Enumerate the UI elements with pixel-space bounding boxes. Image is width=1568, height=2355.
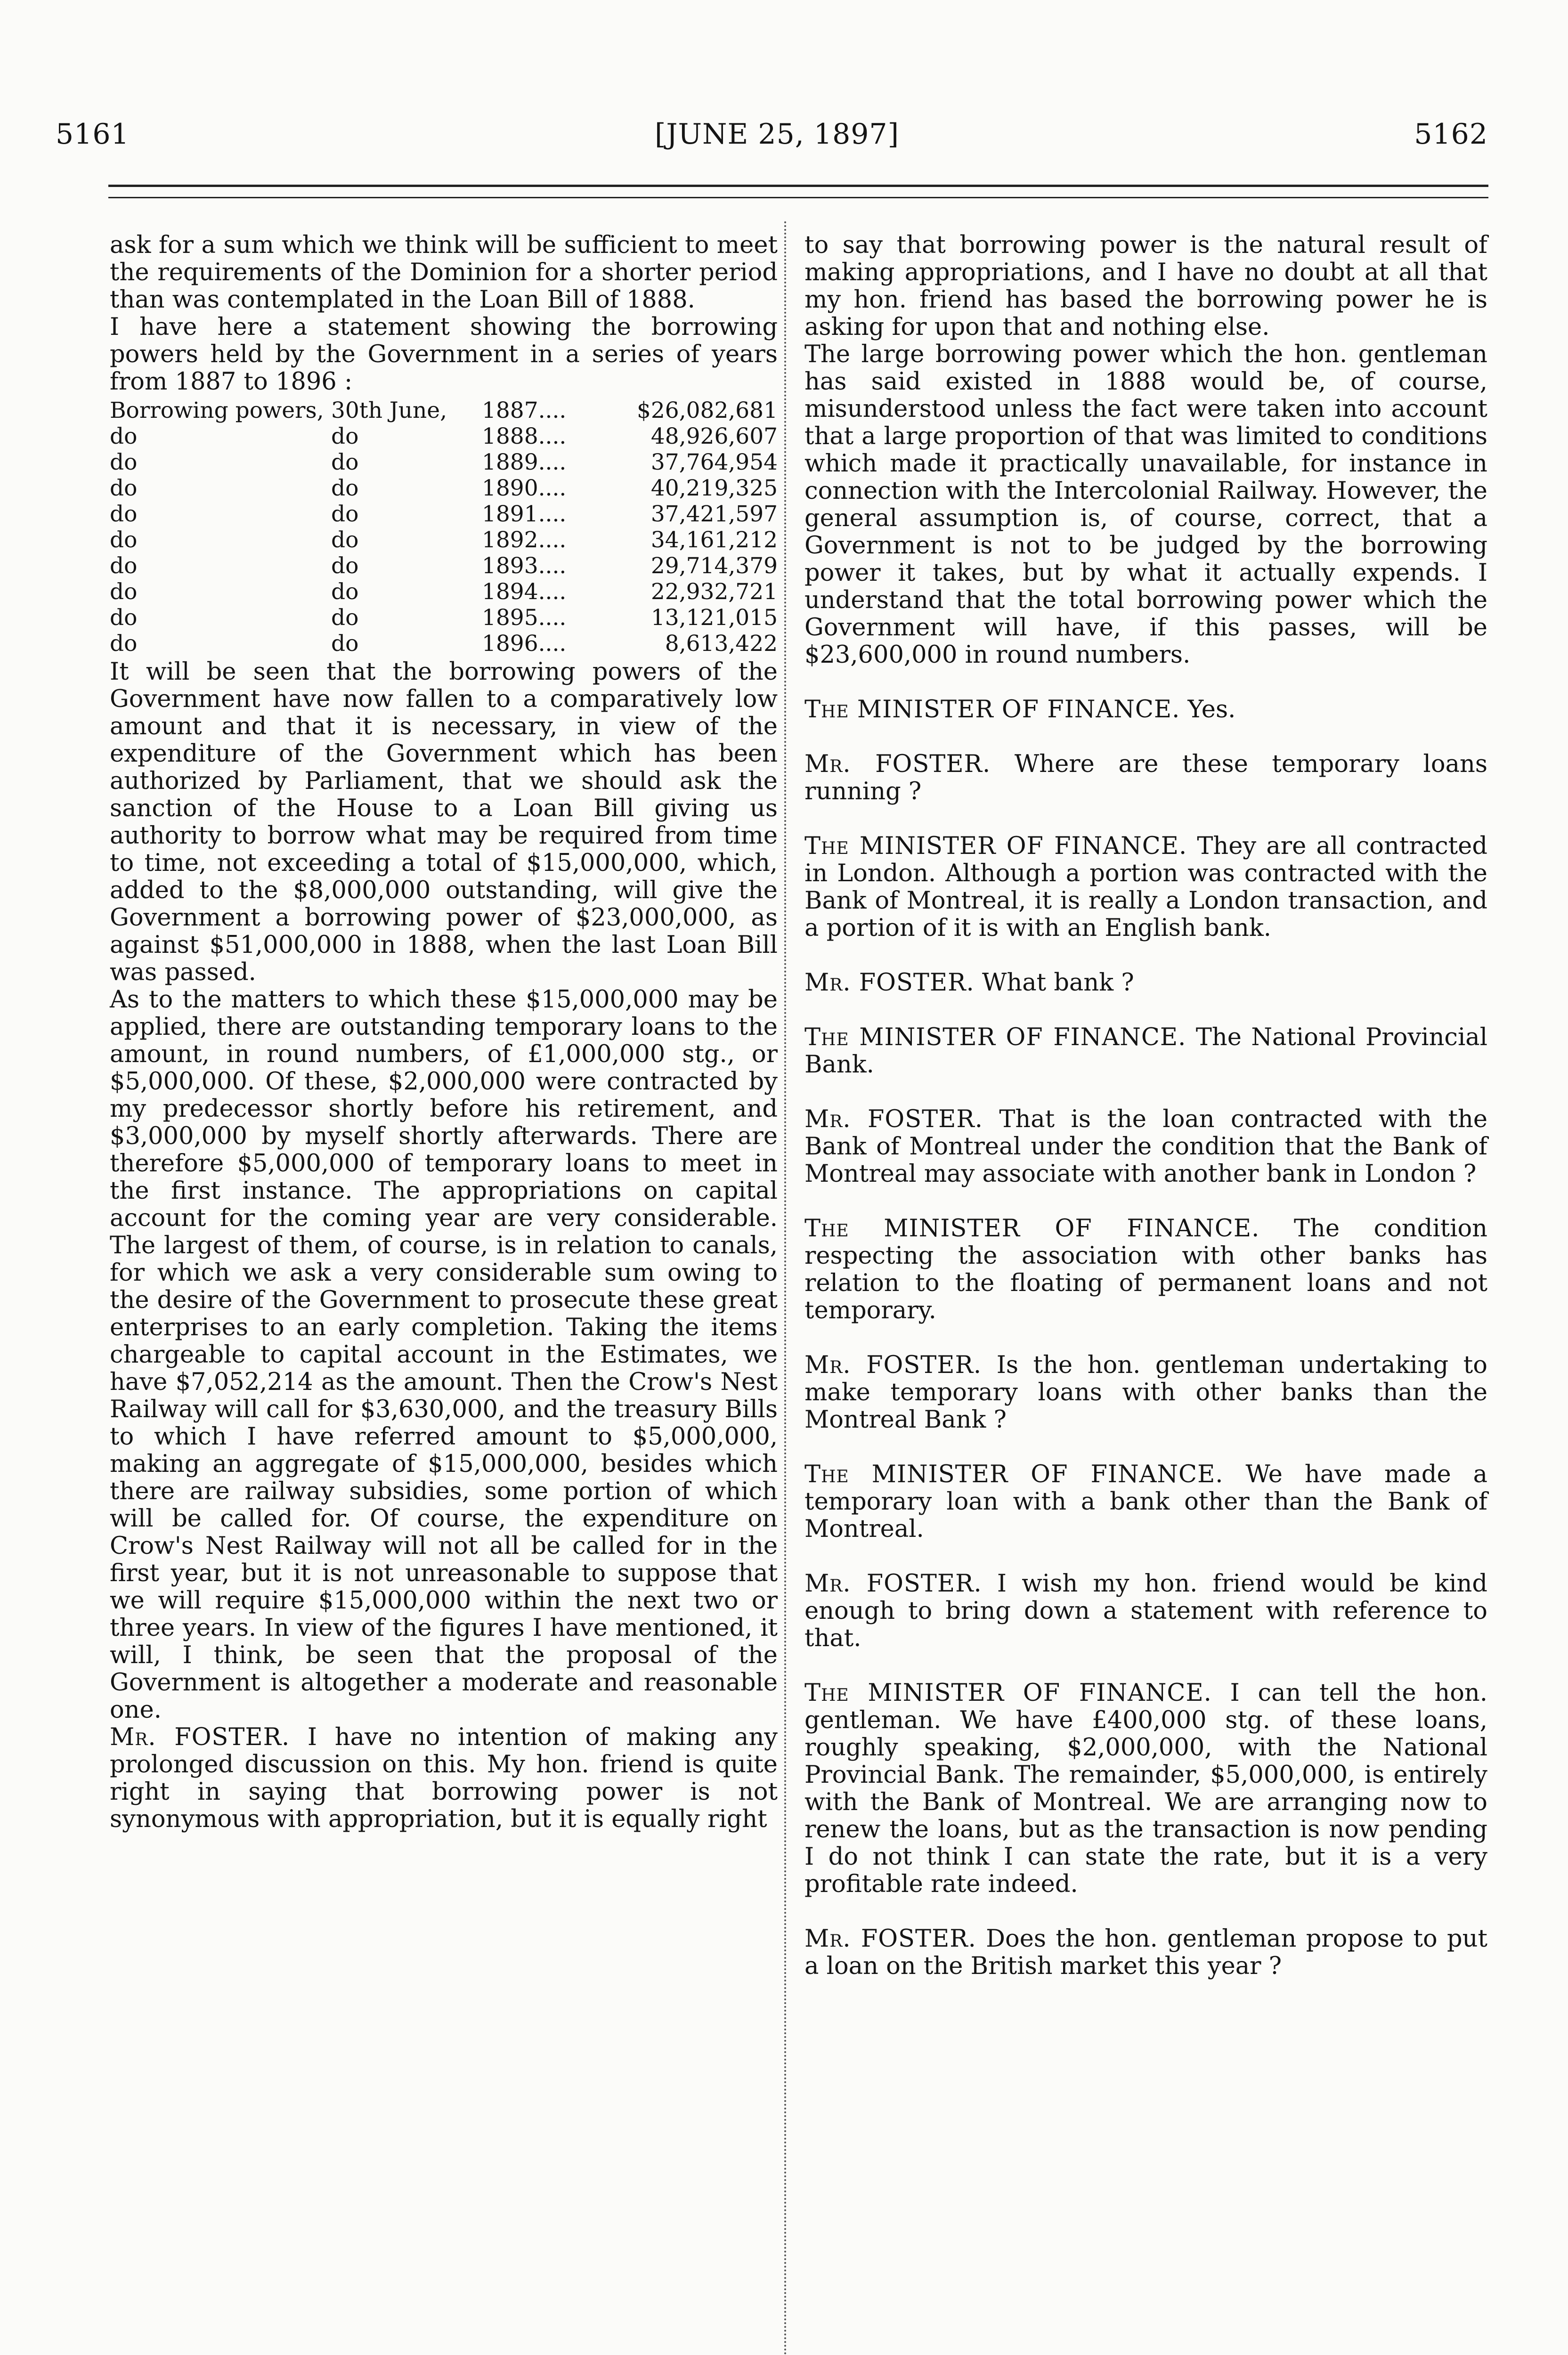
speaker-name: Mr. FOSTER. bbox=[110, 1723, 290, 1751]
row-amount: $26,082,681 bbox=[636, 398, 778, 423]
table-row bbox=[110, 605, 778, 631]
left-paragraph-3: It will be seen that the borrowing powers of the Government have now fallen to a comparatively low amount and that it is necessary, in view of the expenditure of the Government which has been authorized by Parliament, that we should ask the sanction of the House to a Loan Bill giving us authority to borrow what may be required from time to time, not exceeding a total of $15,000,000, which, added to the $8,000,000 outstanding, will give the Government a borrowing power of $23,000,000, as against $51,000,000 in 1888, when the last Loan Bill was passed. bbox=[110, 658, 778, 986]
column-separator bbox=[784, 221, 786, 2355]
speaker-name: The MINISTER OF FINANCE. bbox=[804, 1461, 1224, 1488]
speaker-name: Mr. FOSTER. bbox=[804, 750, 991, 778]
table-row bbox=[110, 449, 778, 475]
page-date: [JUNE 25, 1897] bbox=[655, 118, 899, 151]
header-rule-thin bbox=[108, 197, 1488, 198]
exchange-paragraph bbox=[804, 833, 1487, 942]
speech-text: Does the hon. gentleman propose to put a loan on the British market this year ? bbox=[804, 1925, 1487, 1980]
row-label: do bbox=[110, 527, 138, 553]
row-year: 1888.... bbox=[482, 423, 567, 449]
row-month: do bbox=[331, 553, 359, 579]
row-amount: 48,926,607 bbox=[650, 423, 778, 449]
speaker-name: Mr. FOSTER. bbox=[804, 969, 975, 997]
row-year: 1890.... bbox=[482, 475, 567, 501]
row-year: 1889.... bbox=[482, 449, 567, 475]
speech-text: I wish my hon. friend would be kind enough to bring down a statement with reference to that. bbox=[804, 1570, 1487, 1652]
left-paragraph-4: As to the matters to which these $15,000,000 may be applied, there are outstanding temporary loans to the amount, in round numbers, of £1,000,000 stg., or $5,000,000. Of these, $2,000,000 were contracted by my predecessor shortly before his retirement, and $3,000,000 by myself shortly afterwards. There are therefore $5,000,000 of temporary loans to meet in the first instance. The appropriations on capital account for the coming year are very considerable. The largest of them, of course, is in relation to canals, for which we ask a very considerable sum owing to the desire of the Government to prosecute these great enterprises to an early completion. Taking the items chargeable to capital account in the Estimates, we have $7,052,214 as the amount. Then the Crow's Nest Railway will call for $3,630,000, and the treasury Bills to which I have referred amount to $5,000,000, making an aggregate of $15,000,000, besides which there are railway subsidies, some portion of which will be called for. Of course, the expenditure on Crow's Nest Railway will not all be called for in the first year, but it is not unreasonable to suppose that we will require $15,000,000 within the next two or three years. In view of the figures I have mentioned, it will, I think, be seen that the proposal of the Government is altogether a moderate and reasonable one. bbox=[110, 986, 778, 1724]
speaker-name: The MINISTER OF FINANCE. bbox=[804, 1679, 1212, 1707]
row-amount: 13,121,015 bbox=[650, 605, 778, 631]
exchange-paragraph bbox=[804, 1570, 1487, 1652]
speaker-name: Mr. FOSTER. bbox=[804, 1570, 982, 1598]
exchange-paragraph bbox=[804, 751, 1487, 805]
row-month: 30th June, bbox=[331, 398, 447, 423]
left-paragraph-1: ask for a sum which we think will be sufficient to meet the requirements of the Dominion for a shorter period than was contemplated in the Loan Bill of 1888. bbox=[110, 231, 778, 314]
speaker-name: Mr. FOSTER. bbox=[804, 1105, 983, 1133]
table-row bbox=[110, 527, 778, 553]
row-month: do bbox=[331, 631, 359, 657]
row-amount: 37,421,597 bbox=[650, 501, 778, 527]
speech-text: The National Provincial Bank. bbox=[804, 1023, 1487, 1079]
row-month: do bbox=[331, 605, 359, 631]
speech-text: Where are these temporary loans running ? bbox=[804, 750, 1487, 805]
page-number-right: 5162 bbox=[1414, 118, 1488, 151]
exchange-paragraph bbox=[804, 969, 1487, 997]
row-month: do bbox=[331, 501, 359, 527]
speech-text: I can tell the hon. gentleman. We have £400,000 stg. of these loans, roughly speaking, $2,000,000, with the National Provincial Bank. The remainder, $5,000,000, is entirely with the Bank of Montreal. We are arranging now to renew the loans, but as the transaction is now pending I do not think I can state the rate, but it is a very profitable rate indeed. bbox=[804, 1679, 1487, 1898]
debate-exchanges bbox=[804, 696, 1487, 1980]
row-label: do bbox=[110, 631, 138, 657]
speech-text: I have no intention of making any prolonged discussion on this. My hon. friend is quite right in saying that borrowing power is not synonymous with appropriation, but it is equally right bbox=[110, 1723, 778, 1833]
row-month: do bbox=[331, 423, 359, 449]
borrowing-powers-table bbox=[110, 398, 778, 657]
row-label: do bbox=[110, 423, 138, 449]
table-row bbox=[110, 398, 778, 423]
exchange-paragraph bbox=[804, 1461, 1487, 1543]
speech-text: Is the hon. gentleman undertaking to make temporary loans with other banks than the Montreal Bank ? bbox=[804, 1351, 1487, 1434]
speech-text: We have made a temporary loan with a bank other than the Bank of Montreal. bbox=[804, 1461, 1487, 1543]
page-number-left: 5161 bbox=[56, 118, 130, 151]
exchange-paragraph bbox=[804, 696, 1487, 723]
speaker-name: The MINISTER OF FINANCE. bbox=[804, 696, 1180, 723]
row-year: 1893.... bbox=[482, 553, 567, 579]
row-amount: 37,764,954 bbox=[650, 449, 778, 475]
exchange-paragraph bbox=[804, 1680, 1487, 1898]
table-row bbox=[110, 423, 778, 449]
row-label: Borrowing powers, bbox=[110, 398, 324, 423]
row-year: 1896.... bbox=[482, 631, 567, 657]
right-paragraph-2: The large borrowing power which the hon. gentleman has said existed in 1888 would be, of course, misunderstood unless the fact were taken into account that a large proportion of that was limited to conditions which made it practically unavailable, for instance in connection with the Intercolonial Railway. However, the general assumption is, of course, correct, that a Government is not to be judged by the borrowing power it takes, but by what it actually expends. I understand that the total borrowing power which the Government will have, if this passes, will be $23,600,000 in round numbers. bbox=[804, 341, 1487, 669]
row-label: do bbox=[110, 475, 138, 501]
row-label: do bbox=[110, 449, 138, 475]
speaker-name: The MINISTER OF FINANCE. bbox=[804, 1215, 1260, 1242]
exchange-paragraph bbox=[804, 1215, 1487, 1324]
row-label: do bbox=[110, 579, 138, 605]
row-label: do bbox=[110, 501, 138, 527]
row-year: 1887.... bbox=[482, 398, 567, 423]
row-label: do bbox=[110, 605, 138, 631]
row-amount: 40,219,325 bbox=[650, 475, 778, 501]
table-row bbox=[110, 579, 778, 605]
speech-text: Yes. bbox=[1187, 696, 1236, 723]
row-amount: 34,161,212 bbox=[650, 527, 778, 553]
header-rule-thick bbox=[108, 185, 1488, 187]
right-paragraph-1: to say that borrowing power is the natural result of making appropriations, and I have no doubt at all that my hon. friend has based the borrowing power he is asking for upon that and nothing else. bbox=[804, 231, 1487, 341]
exchange-paragraph bbox=[804, 1925, 1487, 1980]
table-row bbox=[110, 501, 778, 527]
speaker-name: Mr. FOSTER. bbox=[804, 1351, 982, 1379]
row-label: do bbox=[110, 553, 138, 579]
row-month: do bbox=[331, 579, 359, 605]
row-year: 1894.... bbox=[482, 579, 567, 605]
row-year: 1891.... bbox=[482, 501, 567, 527]
row-year: 1892.... bbox=[482, 527, 567, 553]
exchange-paragraph bbox=[804, 1024, 1487, 1079]
table-row bbox=[110, 631, 778, 657]
row-month: do bbox=[331, 527, 359, 553]
exchange-paragraph bbox=[804, 1106, 1487, 1188]
left-paragraph-2: I have here a statement showing the borrowing powers held by the Government in a series of years from 1887 to 1896 : bbox=[110, 313, 778, 396]
speech-text: The condition respecting the association with other banks has relation to the floating of permanent loans and not temporary. bbox=[804, 1215, 1488, 1324]
left-paragraph-5 bbox=[110, 1724, 778, 1833]
speaker-name: The MINISTER OF FINANCE. bbox=[804, 832, 1187, 860]
speech-text: They are all contracted in London. Although a portion was contracted with the Bank of Montreal, it is really a London transaction, and a portion of it is with an English bank. bbox=[804, 832, 1487, 942]
table-row bbox=[110, 475, 778, 501]
right-column bbox=[804, 232, 1487, 1980]
speaker-name: Mr. FOSTER. bbox=[804, 1925, 976, 1953]
left-column bbox=[110, 232, 778, 1833]
row-amount: 8,613,422 bbox=[665, 631, 778, 657]
row-month: do bbox=[331, 475, 359, 501]
speech-text: What bank ? bbox=[982, 969, 1134, 997]
row-amount: 22,932,721 bbox=[650, 579, 778, 605]
exchange-paragraph bbox=[804, 1352, 1487, 1434]
speaker-name: The MINISTER OF FINANCE. bbox=[804, 1023, 1186, 1051]
row-amount: 29,714,379 bbox=[650, 553, 778, 579]
table-row bbox=[110, 553, 778, 579]
row-year: 1895.... bbox=[482, 605, 567, 631]
speech-text: That is the loan contracted with the Bank of Montreal under the condition that the Bank of Montreal may associate with another bank in London ? bbox=[804, 1105, 1487, 1188]
row-month: do bbox=[331, 449, 359, 475]
